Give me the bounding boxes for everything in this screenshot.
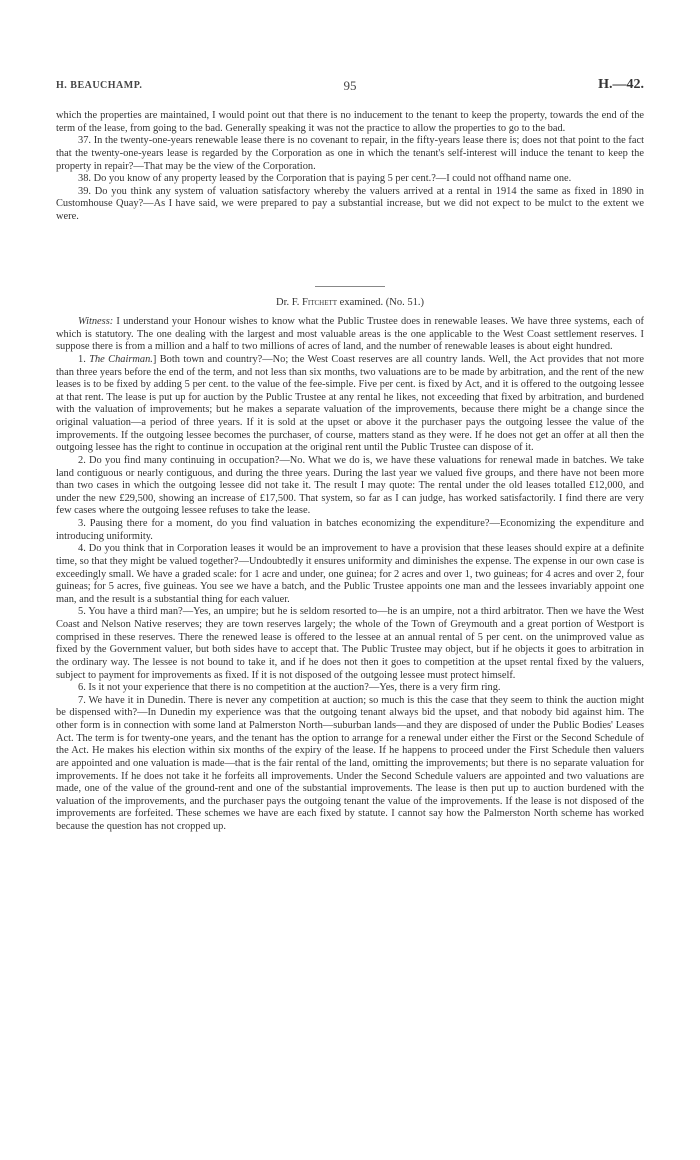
paragraph: 2. Do you find many continuing in occupation?—No. What we do is, we have these valuations for renewal made in batches. We take land contiguous or nearly contiguous, and during the three years. During the last year we valued five groups, and there have not been more than two cases in which the outgoing lessee did not take it. The result I may quote: The rental under the old leases totalled £12,000, and under the new £29,500, showing an increase of £17,500. That system, so far as I can judge, has worked satisfactorily. I find there are very few cases where the outgoing lessee refuses to take the lease. — [56, 454, 644, 517]
header-right: H.—42. — [598, 77, 644, 92]
top-text-block — [56, 110, 644, 224]
paragraph: 39. Do you think any system of valuation satisfactory whereby the valuers arrived at a rental in 1914 the same as fixed in 1890 in Customhouse Quay?—As I have said, we were prepared to pay a substantial increase, but we did not expect to be mulct to the extent we were. — [56, 185, 644, 222]
paragraph: 7. We have it in Dunedin. There is never any competition at auction; so much is this the case that they seem to think the auction might be dispensed with?—In Dunedin my experience was that the outgoing tenant always bid the upset, and that nobody bid against him. The other form is in connection with some land at Palmerston North—suburban lands—and they are disposed of under the Public Bodies' Leases Act. The term is for twenty-one years, and the tenant has the option to arrange for a renewal under either the First or the Second Schedule of the Act. He makes his election within six months of the expiry of the lease. If he happens to proceed under the First Schedule then valuers are appointed and one valuation is made—that is the fair rental of the land, omitting the improvements; but there is no separate valuation for improvements. If he does not take it he forfeits all improvements. Under the Second Schedule valuers are appointed and two valuations are made, one of the value of the ground-rent and one of the substantial improvements. The lease is then put up to auction burdened with the valuation of the improvements, and the purchaser pays the outgoing tenant the value of the improvements. If the lease is not disposed of the improvements are forfeited. These schemes we have are each fixed by statute. I cannot say how the Palmerston North scheme has worked because the question has not cropped up. — [56, 694, 644, 832]
paragraph: 6. Is it not your experience that there is no competition at the auction?—Yes, there is a very firm ring. — [78, 682, 501, 694]
chairman-label: The Chairman. — [89, 353, 153, 365]
testimony-text-block — [56, 316, 644, 834]
header-left: H. BEAUCHAMP. — [56, 80, 143, 91]
paragraph: 3. Pausing there for a moment, do you find valuation in batches economizing the expenditure?—Economizing the expenditure and introducing uniformity. — [56, 518, 644, 542]
paragraph: 38. Do you know of any property leased by the Corporation that is paying 5 per cent.?—I could not offhand name one. — [78, 173, 572, 185]
paragraph: 37. In the twenty-one-years renewable lease there is no covenant to repair, in the fifty-years lease there is; does not that point to the fact that the twenty-one-years lease is regarded by the Corporation as one in which the tenant's self-interest will induce the tenant to keep the property in repair?—That may be the view of the Corporation. — [56, 135, 644, 172]
paragraph: which the properties are maintained, I would point out that there is no inducement to the tenant to keep the property, towards the end of the term of the lease, from going to the bad. Generally speaking it was not the practice to allow the properties to go to the bad. — [56, 110, 644, 134]
section-title: Dr. F. Fitchett examined. (No. 51.) — [276, 297, 424, 308]
witness-paragraph: Witness: I understand your Honour wishes to know what the Public Trustee does in renewable leases. We have three systems, each of which is statutory. The one dealing with the largest and most valuable areas is the one applicable to the West Coast settlement reserves. I suppose there is from a million and a half to two millions of acres of land, and the number of renewable leases is about eight hundred. — [56, 316, 644, 353]
witness-name: Fitchett — [302, 297, 338, 308]
chairman-paragraph: 1. The Chairman.] Both town and country?—No; the West Coast reserves are all country lands. Well, the Act provides that not more than three years before the end of the term, and not less than six months, two valuations are to be made by arbitration, and the rent of the new leases is to be fixed by adding 5 per cent. to the value of the fee-simple. Five per cent. is fixed by Act, and it is offered to the outgoing lessee at that rent. The lease is put up for auction by the Public Trustee at any rental he likes, not exceeding that fixed by arbitration, and burdened with the valuation of improvements; but he makes a separate valuation of the improvements, because there might be a change since the original valuation—a period of three years. If it is sold at the upset or above it the purchaser pays the outgoing lessee the value of the improvements. If the outgoing lessee becomes the purchaser, of course, matters stand as they were. If he does not get an offer at all then the outgoing lessee has the right to continue in occupation at the original rent until the Public Trustee can dispose of it. — [56, 353, 644, 454]
section-divider — [315, 286, 385, 287]
paragraph: 5. You have a third man?—Yes, an umpire; but he is seldom resorted to—he is an umpire, not a third arbitrator. Then we have the West Coast and Nelson Native reserves; they are town reserves largely; the whole of the Town of Greymouth and a great portion of Westport is comprised in these reserves. There the renewed lease is offered to the lessee at an annual rental of 5 per cent. on the unimproved value as fixed by the Government valuer, but both sides have to accept that. The Public Trustee may object, but if he objects it goes to arbitration in the ordinary way. The lessee is not bound to take it, and if he does not then it goes to competition at the upset rental fixed by the valuers, subject to payment for improvements as fixed. If it is not disposed of the outgoing lessee must protect himself. — [56, 606, 644, 681]
paragraph: 4. Do you think that in Corporation leases it would be an improvement to have a provision that these leases should expire at a definite time, so that they might be valued together?—Undoubtedly it ensures uniformity and diminishes the expense. The expense in our own case is exceedingly small. We have a graded scale: for 1 acre and under, one guinea; for 2 acres and over 1, two guineas; for 4 acres and over 2, four guineas; for 5 acres, five guineas. You see we have a batch, and the Public Trustee appoints one man and the lessees invariably appoint one man, and the result is a substantial thing for each valuer. — [56, 543, 644, 605]
witness-label: Witness: — [78, 316, 114, 327]
page-header — [56, 77, 644, 96]
page-number: 95 — [343, 78, 357, 93]
